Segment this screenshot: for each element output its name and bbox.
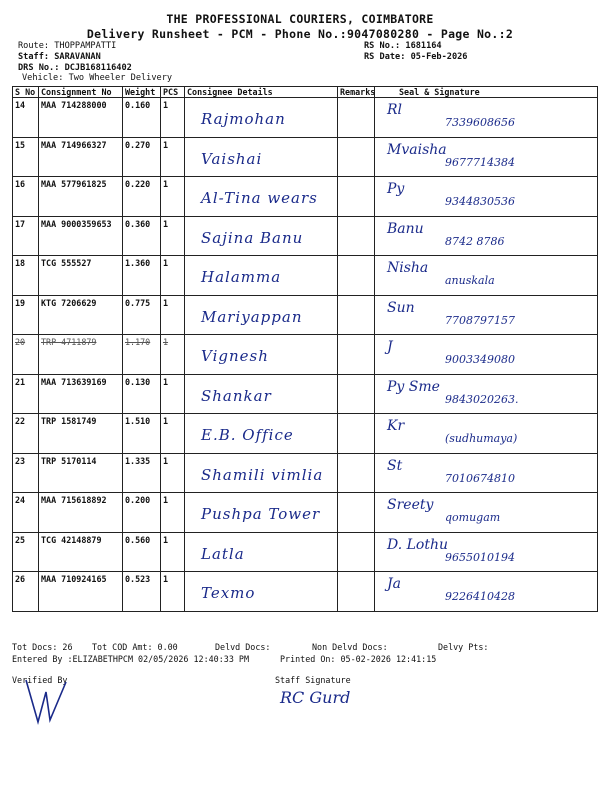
row-sno: 23 — [15, 455, 26, 466]
row-consignee: Halamma — [201, 268, 282, 286]
row-consignment-no: MAA 9000359653 — [41, 218, 112, 229]
row-remarks — [338, 572, 375, 612]
signature-mark: Sun — [387, 299, 415, 316]
row-pcs: 1 — [163, 416, 169, 426]
row-consignment-no: MAA 713639169 — [41, 376, 107, 387]
row-sno: 19 — [15, 297, 26, 308]
rs-no: RS No.: 1681164 — [364, 41, 442, 51]
row-signature — [375, 414, 597, 452]
row-pcs: 1 — [163, 337, 169, 347]
row-sno: 14 — [15, 100, 26, 110]
row-pcs: 1 — [163, 258, 169, 268]
row-consignee: E.B. Office — [201, 426, 294, 444]
staff: Staff: SARAVANAN — [18, 52, 101, 62]
signature-phone: 9226410428 — [445, 590, 515, 603]
table-row — [13, 295, 598, 335]
row-remarks — [338, 256, 375, 296]
row-sno: 18 — [15, 258, 26, 268]
row-signature — [375, 98, 597, 136]
row-weight: 0.523 — [125, 574, 151, 584]
signature-phone: (sudhumaya) — [445, 432, 518, 445]
signature-phone: 9003349080 — [445, 353, 515, 366]
row-consignment-no: MAA 577961825 — [41, 179, 107, 189]
row-consignment-no: TCG 42148879 — [41, 534, 102, 545]
col-remarks: Remarks — [338, 87, 375, 98]
row-pcs: 1 — [163, 495, 169, 505]
row-weight: 1.360 — [125, 258, 151, 268]
table-row — [13, 216, 598, 256]
row-sno: 24 — [15, 495, 26, 505]
table-row — [13, 572, 598, 612]
table-row — [13, 137, 598, 177]
row-weight: 1.510 — [125, 416, 151, 426]
vehicle: Vehicle: Two Wheeler Delivery — [22, 73, 173, 83]
row-pcs: 1 — [163, 297, 169, 308]
row-signature — [375, 217, 597, 255]
row-consignee: Vaishai — [201, 149, 263, 168]
company-name: THE PROFESSIONAL COURIERS, COIMBATORE — [166, 12, 434, 26]
row-pcs: 1 — [163, 100, 169, 110]
signature-phone: 9843020263. — [445, 392, 519, 406]
signature-phone: 7010674810 — [445, 471, 515, 485]
row-consignment-no: MAA 710924165 — [41, 574, 107, 584]
row-consignee: Shankar — [201, 386, 272, 405]
row-consignee: Texmo — [201, 584, 256, 602]
row-consignment-no: MAA 714966327 — [41, 139, 107, 150]
rs-date: RS Date: 05-Feb-2026 — [364, 52, 468, 62]
signature-mark: Banu — [387, 220, 424, 237]
row-signature — [375, 454, 597, 492]
row-consignment-no: MAA 715618892 — [41, 495, 107, 505]
table-row — [13, 256, 598, 296]
row-consignment-no: TRP 1581749 — [41, 416, 97, 426]
signature-mark: J — [387, 339, 393, 355]
row-sno: 25 — [15, 534, 26, 545]
signature-phone: 9655010194 — [445, 550, 515, 564]
row-remarks — [338, 335, 375, 375]
tot-cod: Tot COD Amt: 0.00 — [92, 642, 178, 652]
row-pcs: 1 — [163, 455, 169, 466]
signature-phone: qomugam — [445, 511, 501, 524]
col-consignee: Consignee Details — [185, 87, 338, 98]
signature-mark: Py — [387, 181, 405, 197]
row-pcs: 1 — [163, 218, 169, 229]
row-remarks — [338, 295, 375, 335]
row-remarks — [338, 493, 375, 533]
row-consignment-no: TCG 555527 — [41, 258, 92, 268]
row-remarks — [338, 216, 375, 256]
row-consignee: Al-Tina wears — [201, 189, 318, 207]
table-row — [13, 453, 598, 493]
col-sno: S No — [13, 87, 39, 98]
tot-docs: Tot Docs: 26 — [12, 642, 73, 652]
row-sno: 20 — [15, 337, 26, 347]
row-sno: 16 — [15, 179, 26, 189]
row-sno: 17 — [15, 218, 26, 229]
table-row — [13, 493, 598, 533]
signature-mark: St — [387, 457, 403, 474]
signature-phone: 9677714384 — [445, 155, 515, 169]
table-row — [13, 335, 598, 375]
row-signature — [375, 296, 597, 334]
row-consignee: Rajmohan — [201, 110, 286, 128]
printed-on: Printed On: 05-02-2026 12:41:15 — [280, 654, 437, 664]
table-row — [13, 177, 598, 217]
row-signature — [375, 533, 597, 571]
row-consignee: Mariyappan — [201, 307, 303, 326]
row-weight: 0.130 — [125, 376, 151, 387]
row-pcs: 1 — [163, 574, 169, 584]
signature-phone: 9344830536 — [445, 195, 515, 208]
staff-signature: Staff Signature — [275, 675, 351, 685]
row-signature — [375, 572, 597, 610]
row-remarks — [338, 453, 375, 493]
row-consignment-no: TRP 4711879 — [41, 337, 97, 347]
row-remarks — [338, 137, 375, 177]
signature-mark: Kr — [387, 418, 405, 434]
signature-phone: 7708797157 — [445, 313, 515, 327]
signature-mark: Py Sme — [387, 378, 440, 395]
row-signature — [375, 256, 597, 294]
signature-phone: 8742 8786 — [445, 234, 505, 248]
row-consignee: Vignesh — [201, 347, 269, 365]
row-signature — [375, 493, 597, 531]
row-consignee: Latla — [201, 544, 245, 563]
row-pcs: 1 — [163, 534, 169, 545]
row-weight: 0.160 — [125, 100, 151, 110]
table-row — [13, 414, 598, 454]
row-weight: 0.775 — [125, 297, 151, 308]
drs-no: DRS No.: DCJB168116402 — [18, 63, 132, 73]
row-sno: 21 — [15, 376, 26, 387]
staff-signature-hand: RC Gurd — [280, 688, 351, 707]
non-delvd-docs: Non Delvd Docs: — [312, 642, 388, 652]
runsheet-title: Delivery Runsheet - PCM - Phone No.:9047080280 - Page No.:2 — [86, 27, 514, 41]
row-weight: 1.335 — [125, 455, 151, 466]
row-consignee: Sajina Banu — [201, 228, 304, 247]
row-sno: 15 — [15, 139, 26, 150]
row-remarks — [338, 374, 375, 414]
table-row — [13, 374, 598, 414]
row-pcs: 1 — [163, 376, 169, 387]
table-row — [13, 532, 598, 572]
row-sno: 22 — [15, 416, 26, 426]
row-remarks — [338, 177, 375, 217]
row-remarks — [338, 414, 375, 454]
row-remarks — [338, 532, 375, 572]
row-weight: 0.200 — [125, 495, 151, 505]
row-signature — [375, 177, 597, 215]
row-consignment-no: KTG 7206629 — [41, 297, 97, 308]
row-weight: 1.170 — [125, 337, 151, 347]
row-pcs: 1 — [163, 139, 169, 150]
row-weight: 0.270 — [125, 139, 151, 150]
entered-by: Entered By :ELIZABETHPCM 02/05/2026 12:40:33 PM — [12, 654, 249, 664]
row-consignee: Pushpa Tower — [201, 505, 321, 523]
row-remarks — [338, 98, 375, 138]
signature-mark: Sreety — [387, 497, 434, 513]
delvd-docs: Delvd Docs: — [215, 642, 271, 652]
row-consignment-no: MAA 714288000 — [41, 100, 107, 110]
runsheet-table — [12, 86, 598, 612]
delvy-pts: Delvy Pts: — [438, 642, 489, 652]
signature-phone: 7339608656 — [445, 116, 515, 129]
col-pcs: PCS — [161, 87, 185, 98]
col-signature: Seal & Signature — [375, 87, 598, 98]
signature-mark: Nisha — [387, 260, 429, 276]
verifier-signature — [16, 662, 76, 742]
col-weight: Weight — [123, 87, 161, 98]
row-weight: 0.560 — [125, 534, 151, 545]
col-consignment: Consignment No — [39, 87, 123, 98]
signature-phone: anuskala — [445, 274, 495, 287]
route: Route: THOPPAMPATTI — [18, 41, 117, 51]
row-signature — [375, 335, 597, 373]
row-consignment-no: TRP 5170114 — [41, 455, 97, 466]
table-header — [13, 87, 598, 98]
row-pcs: 1 — [163, 179, 169, 189]
signature-mark: D. Lothu — [387, 536, 449, 553]
verified-by: Verified By — [12, 675, 68, 685]
signature-mark: Mvaisha — [387, 141, 447, 158]
row-weight: 0.220 — [125, 179, 151, 189]
row-consignee: Shamili vimlia — [201, 465, 324, 484]
row-signature — [375, 375, 597, 413]
row-weight: 0.360 — [125, 218, 151, 229]
row-sno: 26 — [15, 574, 26, 584]
table-row — [13, 98, 598, 138]
row-signature — [375, 138, 597, 176]
signature-mark: Ja — [387, 576, 401, 592]
signature-mark: Rl — [387, 102, 403, 118]
